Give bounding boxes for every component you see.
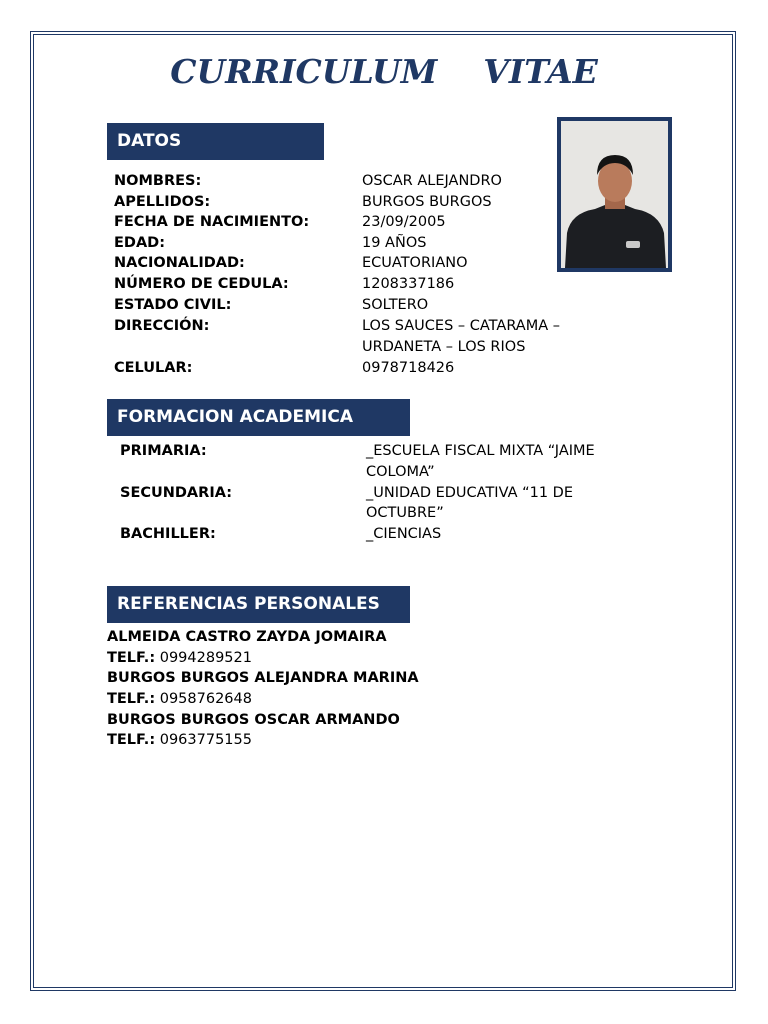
section-heading-referencias: REFERENCIAS PERSONALES bbox=[107, 586, 410, 623]
reference-phone bbox=[107, 689, 252, 710]
section-heading-formacion: FORMACION ACADEMICA bbox=[107, 399, 410, 436]
phone-label: TELF.: bbox=[107, 649, 156, 666]
datos-label: APELLIDOS: bbox=[114, 193, 211, 210]
datos-value: LOS SAUCES – CATARAMA – bbox=[362, 317, 561, 334]
phone-label: TELF.: bbox=[107, 690, 156, 707]
datos-value: 19 AÑOS bbox=[362, 234, 427, 251]
datos-value: BURGOS BURGOS bbox=[362, 193, 492, 210]
formacion-value: _ESCUELA FISCAL MIXTA “JAIME bbox=[366, 443, 595, 459]
formacion-label: SECUNDARIA: bbox=[120, 484, 233, 501]
formacion-value-continued: COLOMA” bbox=[366, 463, 435, 480]
datos-value-continued: URDANETA – LOS RIOS bbox=[362, 339, 526, 355]
datos-value: ECUATORIANO bbox=[362, 255, 468, 272]
datos-value: 1208337186 bbox=[362, 276, 455, 292]
formacion-value: _UNIDAD EDUCATIVA “11 DE bbox=[366, 484, 574, 501]
phone-label: TELF.: bbox=[107, 732, 156, 748]
reference-phone bbox=[107, 730, 252, 751]
reference-name: ALMEIDA CASTRO ZAYDA JOMAIRA bbox=[107, 629, 387, 645]
profile-photo bbox=[557, 117, 672, 272]
datos-label: NACIONALIDAD: bbox=[114, 255, 245, 272]
formacion-value-continued: OCTUBRE” bbox=[366, 505, 444, 521]
reference-phone bbox=[107, 648, 252, 669]
phone-number: 0963775155 bbox=[159, 732, 252, 748]
profile-photo-image bbox=[561, 121, 668, 268]
formacion-label: PRIMARIA: bbox=[120, 443, 207, 459]
formacion-value: _CIENCIAS bbox=[366, 525, 442, 542]
phone-number: 0994289521 bbox=[159, 649, 252, 666]
datos-value: 0978718426 bbox=[362, 359, 455, 376]
datos-label: EDAD: bbox=[114, 234, 165, 251]
datos-value: SOLTERO bbox=[362, 296, 429, 313]
datos-label: DIRECCIÓN: bbox=[114, 317, 210, 334]
reference-name: BURGOS BURGOS OSCAR ARMANDO bbox=[107, 711, 400, 728]
page-title: CURRICULUM VITAE bbox=[170, 52, 598, 91]
formacion-label: BACHILLER: bbox=[120, 525, 216, 542]
datos-label: ESTADO CIVIL: bbox=[114, 296, 232, 313]
datos-value: OSCAR ALEJANDRO bbox=[362, 173, 502, 189]
datos-label: NÚMERO DE CEDULA: bbox=[114, 276, 289, 292]
datos-label: FECHA DE NACIMIENTO: bbox=[114, 214, 310, 231]
datos-label: CELULAR: bbox=[114, 359, 193, 376]
datos-value: 23/09/2005 bbox=[362, 214, 446, 231]
section-heading-datos: DATOS bbox=[107, 123, 324, 160]
datos-label: NOMBRES: bbox=[114, 173, 202, 189]
phone-number: 0958762648 bbox=[159, 690, 252, 707]
reference-name: BURGOS BURGOS ALEJANDRA MARINA bbox=[107, 670, 419, 686]
